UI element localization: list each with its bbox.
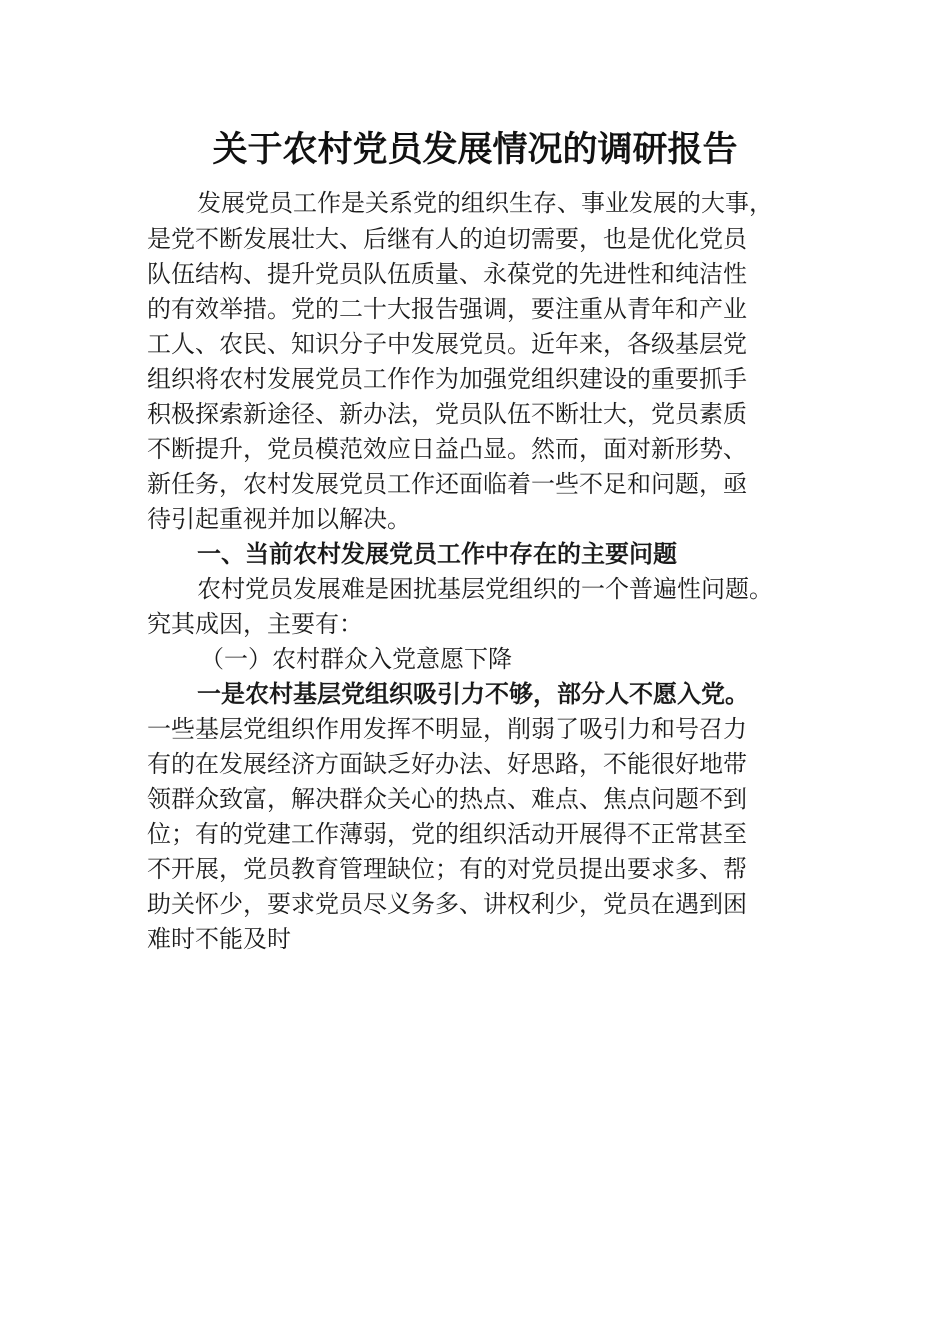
- subsection-heading: （一）农村群众入党意愿下降: [200, 645, 512, 673]
- paragraph-line: 待引起重视并加以解决。: [147, 505, 411, 533]
- paragraph-line: 不开展，党员教育管理缺位；有的对党员提出要求多、帮: [147, 855, 747, 883]
- paragraph-line: 是党不断发展壮大、后继有人的迫切需要，也是优化党员: [147, 225, 747, 253]
- paragraph-line: 有的在发展经济方面缺乏好办法、好思路，不能很好地带: [147, 750, 747, 778]
- paragraph-line: 助关怀少，要求党员尽义务多、讲权利少，党员在遇到困: [147, 890, 747, 918]
- paragraph-line: 组织将农村发展党员工作作为加强党组织建设的重要抓手: [147, 365, 747, 393]
- paragraph-line: 工人、农民、知识分子中发展党员。近年来，各级基层党: [147, 330, 747, 358]
- paragraph-line: 领群众致富，解决群众关心的热点、难点、焦点问题不到: [147, 785, 747, 813]
- paragraph-line: 积极探索新途径、新办法，党员队伍不断壮大，党员素质: [147, 400, 747, 428]
- paragraph-line: 难时不能及时: [147, 925, 291, 953]
- paragraph-line: 新任务，农村发展党员工作还面临着一些不足和问题，亟: [147, 470, 747, 498]
- paragraph-line: 一些基层党组织作用发挥不明显，削弱了吸引力和号召力: [147, 715, 747, 743]
- bold-lead-sentence: 一是农村基层党组织吸引力不够，部分人不愿入党。: [197, 679, 749, 708]
- paragraph-line: 发展党员工作是关系党的组织生存、事业发展的大事，: [197, 189, 773, 217]
- document-title: 关于农村党员发展情况的调研报告: [212, 129, 738, 170]
- paragraph-line: 不断提升，党员模范效应日益凸显。然而，面对新形势、: [147, 435, 747, 463]
- paragraph-line: 究其成因，主要有：: [147, 610, 363, 638]
- section-heading: 一、当前农村发展党员工作中存在的主要问题: [197, 540, 677, 568]
- paragraph-line: 农村党员发展难是困扰基层党组织的一个普遍性问题。: [197, 575, 773, 603]
- paragraph-line: 位；有的党建工作薄弱，党的组织活动开展得不正常甚至: [147, 820, 747, 848]
- paragraph-line: 的有效举措。党的二十大报告强调，要注重从青年和产业: [147, 295, 747, 323]
- paragraph-line: 队伍结构、提升党员队伍质量、永葆党的先进性和纯洁性: [147, 260, 747, 288]
